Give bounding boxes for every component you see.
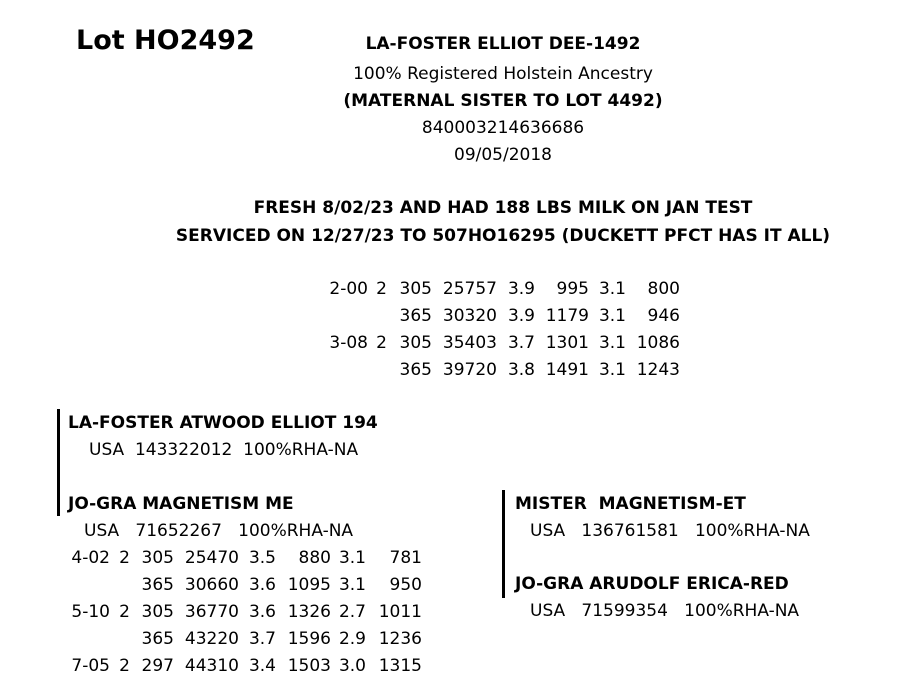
record-fat: 1491 bbox=[545, 360, 589, 380]
record-age: 3-08 bbox=[329, 333, 368, 353]
record-milk: 35403 bbox=[442, 333, 497, 353]
dam-details: USA 71652267 100%RHA-NA bbox=[84, 521, 354, 541]
record-fat: 880 bbox=[298, 548, 331, 568]
record-fat-pct: 3.5 bbox=[248, 548, 276, 568]
birth-date: 09/05/2018 bbox=[454, 145, 552, 165]
dam-name: JO-GRA MAGNETISM ME bbox=[68, 494, 294, 514]
record-pro: 1086 bbox=[636, 333, 680, 353]
record-fat-pct: 3.7 bbox=[248, 629, 276, 649]
record-days: 365 bbox=[399, 306, 432, 326]
record-fat-pct: 3.7 bbox=[507, 333, 535, 353]
record-age: 7-05 bbox=[71, 656, 110, 676]
record-pro-pct: 3.1 bbox=[598, 306, 626, 326]
record-fat: 1301 bbox=[545, 333, 589, 353]
record-milk: 36770 bbox=[184, 602, 239, 622]
record-days: 305 bbox=[399, 333, 432, 353]
record-days: 305 bbox=[141, 602, 174, 622]
record-fat-pct: 3.9 bbox=[507, 306, 535, 326]
record-age: 2-00 bbox=[329, 279, 368, 299]
record-fat-pct: 3.9 bbox=[507, 279, 535, 299]
record-pro-pct: 3.1 bbox=[598, 333, 626, 353]
record-days: 365 bbox=[141, 575, 174, 595]
record-milk: 30660 bbox=[184, 575, 239, 595]
record-milk: 43220 bbox=[184, 629, 239, 649]
dam-dam-name: JO-GRA ARUDOLF ERICA-RED bbox=[515, 574, 789, 594]
record-pro: 1315 bbox=[378, 656, 422, 676]
record-days: 365 bbox=[399, 360, 432, 380]
record-fat-pct: 3.6 bbox=[248, 575, 276, 595]
record-x: 2 bbox=[119, 656, 130, 676]
record-x: 2 bbox=[119, 602, 130, 622]
record-pro-pct: 2.7 bbox=[338, 602, 366, 622]
animal-name: LA-FOSTER ELLIOT DEE-1492 bbox=[365, 34, 641, 54]
serviced-status: SERVICED ON 12/27/23 TO 507HO16295 (DUCKETT PFCT HAS IT ALL) bbox=[175, 226, 831, 246]
record-pro: 781 bbox=[389, 548, 422, 568]
record-fat-pct: 3.4 bbox=[248, 656, 276, 676]
sire-details: USA 143322012 100%RHA-NA bbox=[89, 440, 359, 460]
record-pro: 946 bbox=[647, 306, 680, 326]
record-days: 305 bbox=[141, 548, 174, 568]
record-days: 305 bbox=[399, 279, 432, 299]
record-fat: 1179 bbox=[545, 306, 589, 326]
record-milk: 44310 bbox=[184, 656, 239, 676]
record-fat: 1095 bbox=[287, 575, 331, 595]
record-x: 2 bbox=[376, 279, 387, 299]
record-pro-pct: 3.1 bbox=[338, 575, 366, 595]
sire-name: LA-FOSTER ATWOOD ELLIOT 194 bbox=[68, 413, 378, 433]
record-fat-pct: 3.8 bbox=[507, 360, 535, 380]
record-days: 297 bbox=[141, 656, 174, 676]
record-milk: 25757 bbox=[442, 279, 497, 299]
record-fat: 1596 bbox=[287, 629, 331, 649]
record-pro-pct: 3.0 bbox=[338, 656, 366, 676]
record-milk: 39720 bbox=[442, 360, 497, 380]
record-age: 4-02 bbox=[71, 548, 110, 568]
record-pro-pct: 3.1 bbox=[598, 279, 626, 299]
record-pro: 800 bbox=[647, 279, 680, 299]
record-age: 5-10 bbox=[71, 602, 110, 622]
record-milk: 30320 bbox=[442, 306, 497, 326]
record-pro: 1011 bbox=[378, 602, 422, 622]
lot-number: Lot HO2492 bbox=[76, 25, 255, 56]
record-pro-pct: 2.9 bbox=[338, 629, 366, 649]
ancestry-line: 100% Registered Holstein Ancestry bbox=[353, 64, 653, 84]
record-pro-pct: 3.1 bbox=[598, 360, 626, 380]
record-fat: 1503 bbox=[287, 656, 331, 676]
record-fat: 1326 bbox=[287, 602, 331, 622]
record-x: 2 bbox=[376, 333, 387, 353]
maternal-sister-note: (MATERNAL SISTER TO LOT 4492) bbox=[343, 91, 663, 111]
pedigree-bar-left bbox=[57, 409, 60, 516]
dam-sire-details: USA 136761581 100%RHA-NA bbox=[530, 521, 810, 541]
record-pro: 1243 bbox=[636, 360, 680, 380]
record-pro: 1236 bbox=[378, 629, 422, 649]
dam-dam-details: USA 71599354 100%RHA-NA bbox=[530, 601, 800, 621]
dam-sire-name: MISTER MAGNETISM-ET bbox=[515, 494, 746, 514]
record-milk: 25470 bbox=[184, 548, 239, 568]
record-fat: 995 bbox=[556, 279, 589, 299]
record-pro-pct: 3.1 bbox=[338, 548, 366, 568]
record-days: 365 bbox=[141, 629, 174, 649]
pedigree-bar-right bbox=[502, 490, 505, 598]
record-fat-pct: 3.6 bbox=[248, 602, 276, 622]
registration-id: 840003214636686 bbox=[421, 118, 585, 138]
record-x: 2 bbox=[119, 548, 130, 568]
fresh-status: FRESH 8/02/23 AND HAD 188 LBS MILK ON JAN TEST bbox=[253, 198, 753, 218]
record-pro: 950 bbox=[389, 575, 422, 595]
